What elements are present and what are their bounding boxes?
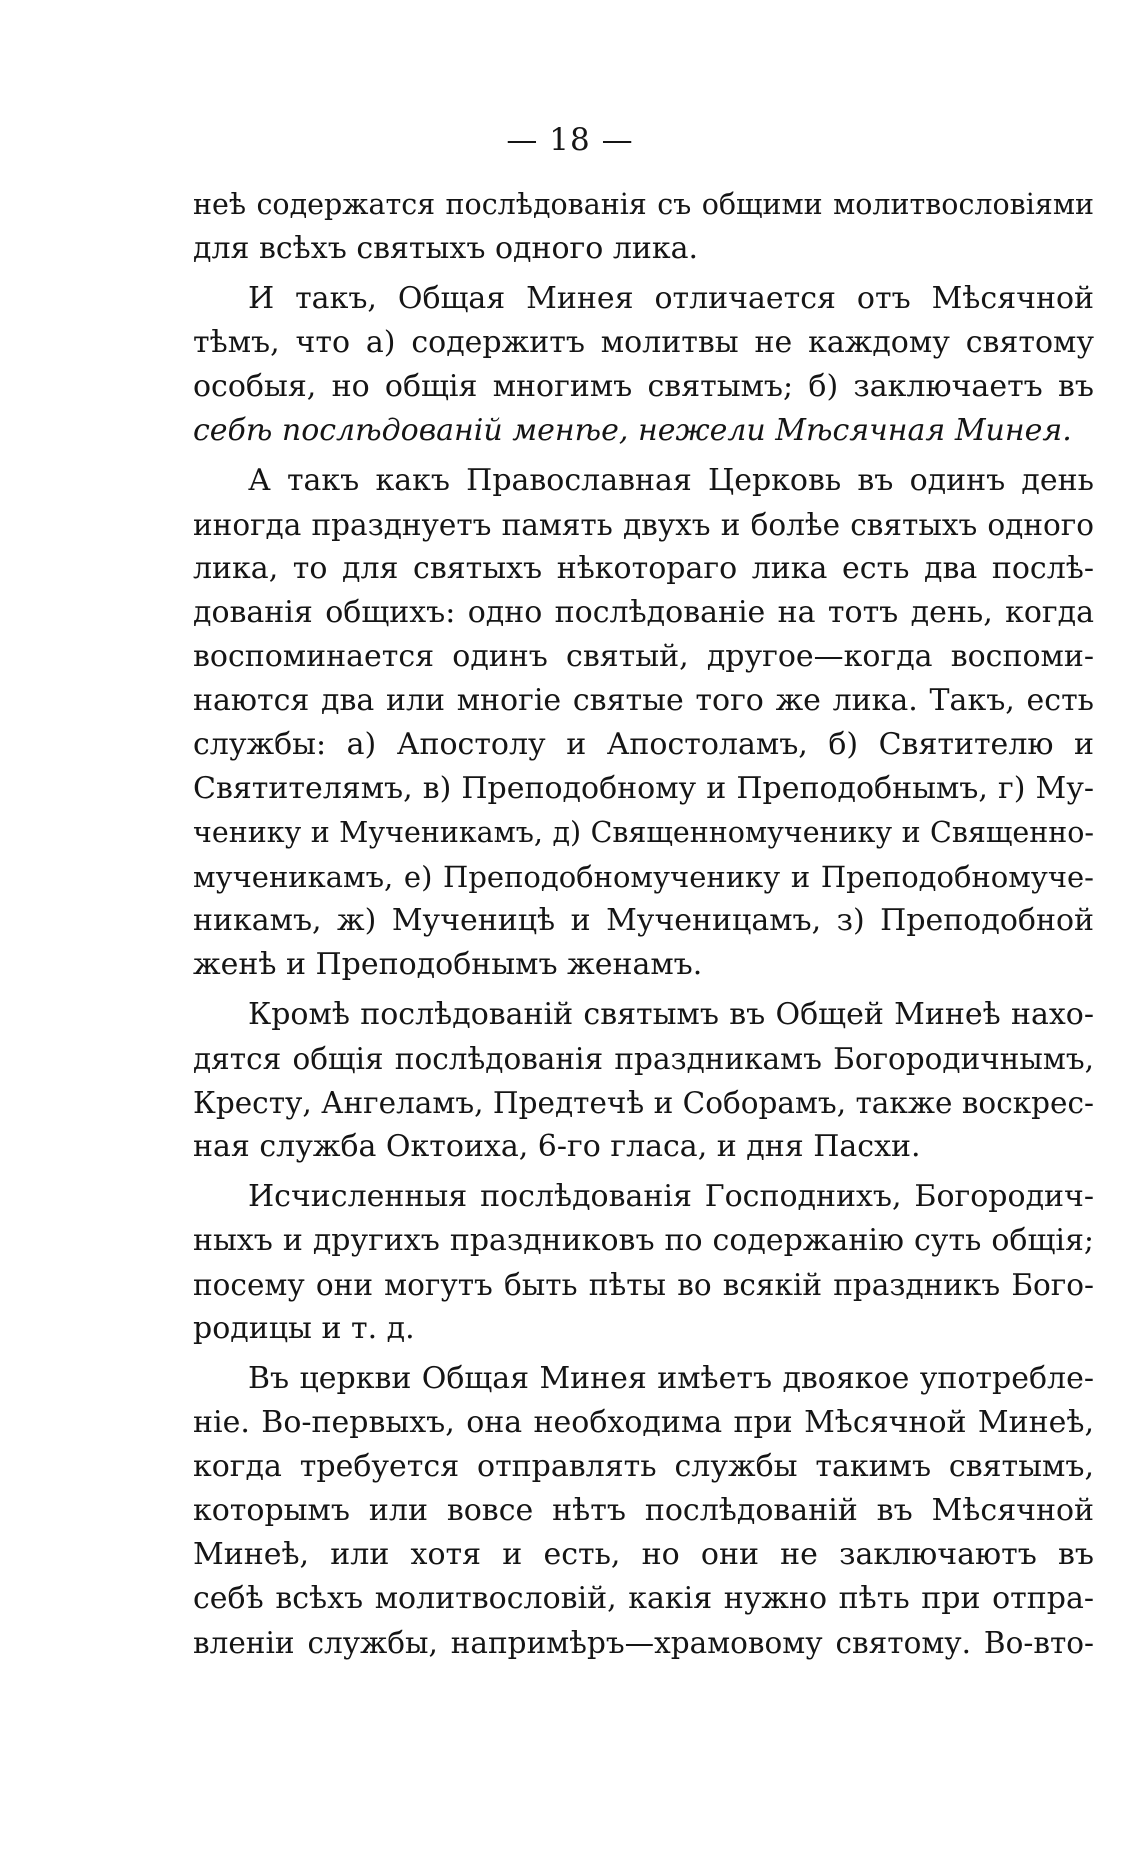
text-line: себѣ всѣхъ молитвословій, какія нужно пѣть при отпра- xyxy=(193,1581,1094,1616)
text-line: для всѣхъ святыхъ одного лика. xyxy=(193,231,699,266)
text-line: ніе. Во-первыхъ, она необходима при Мѣсячной Минеѣ, xyxy=(193,1405,1094,1440)
body-text xyxy=(193,183,1094,1665)
page-number: — 18 — xyxy=(506,122,634,158)
text-line: которымъ или вовсе нѣтъ послѣдованій въ Мѣсячной xyxy=(193,1493,1094,1528)
paragraph xyxy=(193,277,1094,453)
paragraph xyxy=(193,1357,1094,1665)
text-line: женѣ и Преподобнымъ женамъ. xyxy=(193,947,703,982)
text-line: Въ церкви Общая Минея имѣетъ двоякое употребле- xyxy=(248,1361,1094,1396)
text-line: службы: а) Апостолу и Апостоламъ, б) Святителю и xyxy=(193,727,1094,762)
text-line: ная служба Октоиха, 6-го гласа, и дня Пасхи. xyxy=(193,1129,921,1164)
text-line: наются два или многіе святые того же лика. Такъ, есть xyxy=(193,683,1094,718)
paragraph xyxy=(193,183,1094,271)
text-line: дятся общія послѣдованія праздникамъ Богородичнымъ, xyxy=(193,1042,1094,1076)
text-line: И такъ, Общая Минея отличается отъ Мѣсячной xyxy=(248,281,1094,316)
text-line: особыя, но общія многимъ святымъ; б) заключаетъ въ xyxy=(193,369,1094,404)
text-line: родицы и т. д. xyxy=(193,1311,415,1346)
text-line: вленіи службы, напримѣръ—храмовому святому. Во-вто- xyxy=(193,1626,1094,1660)
text-line: А такъ какъ Православная Церковь въ одинъ день xyxy=(248,463,1094,498)
text-line: Кромѣ послѣдованій святымъ въ Общей Минеѣ нахо- xyxy=(248,997,1094,1032)
text-line: Минеѣ, или хотя и есть, но они не заключаютъ въ xyxy=(193,1537,1094,1572)
text-line: когда требуется отправлять службы такимъ святымъ, xyxy=(193,1449,1094,1484)
text-line: неѣ содержатся послѣдованія съ общими молитвословіями xyxy=(193,188,1094,221)
text-line: никамъ, ж) Мученицѣ и Мученицамъ, з) Преподобной xyxy=(193,903,1094,938)
text-line: Кресту, Ангеламъ, Предтечѣ и Соборамъ, также воскрес- xyxy=(193,1086,1094,1120)
paragraph xyxy=(193,993,1094,1169)
paragraph xyxy=(193,1175,1094,1351)
text-line: дованія общихъ: одно послѣдованіе на тотъ день, когда xyxy=(193,595,1094,630)
text-line: посему они могутъ быть пѣты во всякій праздникъ Бого- xyxy=(193,1268,1094,1302)
text-line: Святителямъ, в) Преподобному и Преподобнымъ, г) Му- xyxy=(193,771,1094,806)
text-line: воспоминается одинъ святый, другое—когда воспоми- xyxy=(193,639,1094,674)
text-line: Исчисленныя послѣдованія Господнихъ, Богородич- xyxy=(248,1179,1094,1214)
text-line: ченику и Мученикамъ, д) Священномученику и Священно- xyxy=(193,816,1094,849)
text-line: себѣ послѣдованій менѣе, нежели Мѣсячная Минея. xyxy=(193,413,1072,448)
text-line: иногда празднуетъ память двухъ и болѣе святыхъ одного xyxy=(193,508,1094,542)
text-line: мученикамъ, е) Преподобномученику и Преподобномуче- xyxy=(193,860,1094,894)
text-line: ныхъ и другихъ праздниковъ по содержанію суть общія; xyxy=(193,1223,1094,1258)
paragraph xyxy=(193,459,1094,987)
text-line: лика, то для святыхъ нѣкотораго лика есть два послѣ- xyxy=(193,551,1094,586)
text-line: тѣмъ, что а) содержитъ молитвы не каждому святому xyxy=(193,325,1094,360)
